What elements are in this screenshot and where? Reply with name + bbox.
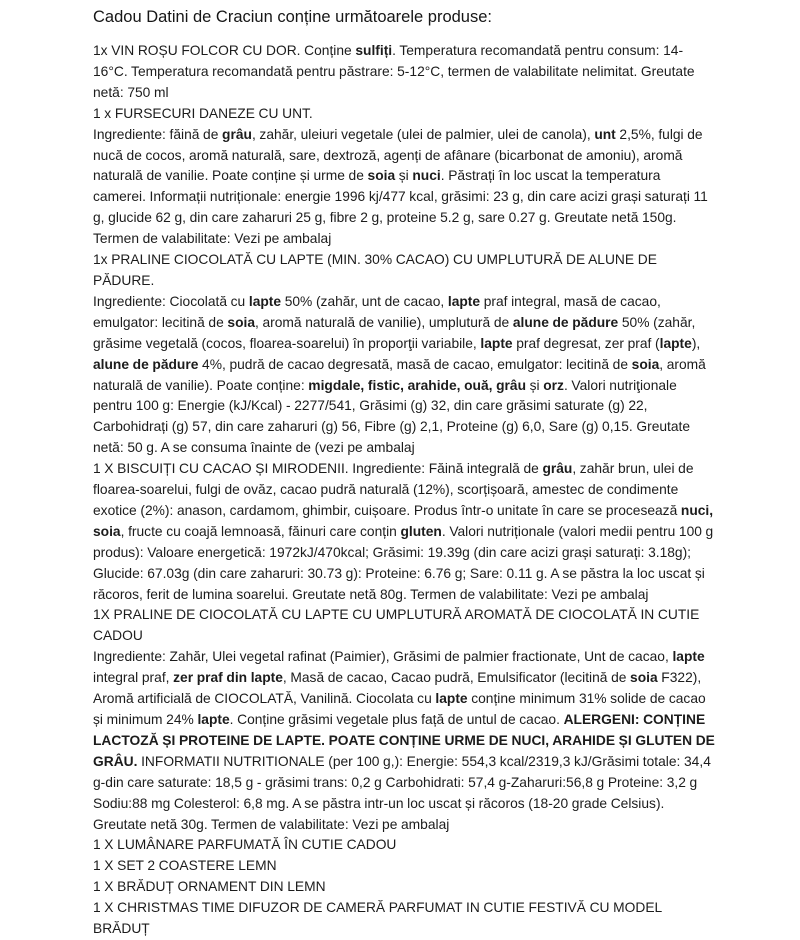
paragraph xyxy=(93,292,715,459)
text-run: 1 X LUMÂNARE PARFUMATĂ ÎN CUTIE CADOU xyxy=(93,837,397,853)
bold-text-run: lapte xyxy=(480,335,513,351)
paragraph xyxy=(93,647,715,835)
bold-text-run: ALERGENI: CONȚINE LACTOZĂ ȘI PROTEINE DE LAPTE. POATE CONȚINE URME DE NUCI, ARAHIDE ȘI GLUTEN DE GRÂU. xyxy=(93,712,715,769)
page-title: Cadou Datini de Craciun conține următoarele produse: xyxy=(93,8,492,26)
text-run: Ingrediente: Ciocolată cu xyxy=(93,293,249,309)
text-run: . Păstrați în loc uscat la temperatura camerei. Informații nutriționale: energie 1996 kj/477 kcal, grăsimi: 23 g, din care acizi grași saturați 11 g, glucide 62 g, din care zaharuri 25 g, fibre 2 g, proteine 5.2 g, sare 0.27 g. Greutate netă 150g. Termen de valabilitate: Vezi pe ambalaj xyxy=(93,168,708,247)
bold-text-run: lapte xyxy=(659,335,692,351)
text-run: Ingrediente: Zahăr, Ulei vegetal rafinat (Paimier), Grăsimi de palmier fractionate, Unt de cacao, xyxy=(93,649,673,665)
paragraph xyxy=(93,125,715,250)
paragraph xyxy=(93,250,715,292)
text-run: , zahăr brun, ulei de floarea-soarelui, fulgi de ovăz, cacao pudră naturală (12%), scorțișoară, amestec de condimente exotice (2%): anason, cardamom, ghimbir, cuișoare. Produs într-o unitate în care se procesează xyxy=(93,461,694,518)
text-run: ), xyxy=(691,335,701,351)
bold-text-run: soia xyxy=(367,168,396,184)
text-run: , fructe cu coajă lemnoasă, făinuri care conțin xyxy=(120,523,401,539)
bold-text-run: grâu xyxy=(222,126,252,142)
bold-text-run: nuci, soia xyxy=(93,502,714,539)
text-run: 1x PRALINE CIOCOLATĂ CU LAPTE (MIN. 30% CACAO) CU UMPLUTURĂ DE ALUNE DE PĂDURE. xyxy=(93,252,657,288)
text-run: 1 X CHRISTMAS TIME DIFUZOR DE CAMERĂ PARFUMAT IN CUTIE FESTIVĂ CU MODEL BRĂDUȚ xyxy=(93,900,662,937)
document-body xyxy=(93,41,715,940)
text-run: , aromă naturală de vanilie). Poate conține: xyxy=(93,356,706,393)
text-run: 4%, pudră de cacao degresată, masă de cacao, emulgator: lecitină de xyxy=(198,356,632,372)
text-run: INFORMATII NUTRITIONALE (per 100 g,): Energie: 554,3 kcal/2319,3 kJ/Grăsimi totale: 34,4 g-din care saturate: 18,5 g - grăsimi trans: 0,2 g Carbohidrati: 57,4 g-Zaharuri:56,8 g Proteine: 3,2 g Sodiu:88 mg Colesterol: 6,8 mg. A se păstra intr-un loc uscat și răcoros (18-20 grade Celsius). Greutate netă 30g. Termen de valabilitate: Vezi pe ambalaj xyxy=(93,753,711,832)
text-run: 1 X BRĂDUȚ ORNAMENT DIN LEMN xyxy=(93,879,326,895)
paragraph xyxy=(93,459,715,605)
bold-text-run: grâu xyxy=(542,461,573,477)
text-run: praf integral, masă de cacao, emulgator: lecitină de xyxy=(93,293,661,330)
paragraph xyxy=(93,605,715,647)
text-run: 50% (zahăr, unt de cacao, xyxy=(281,293,448,309)
text-run: 1 X SET 2 COASTERE LEMN xyxy=(93,858,277,874)
paragraph xyxy=(93,877,715,898)
text-run: 1 x FURSECURI DANEZE CU UNT. xyxy=(93,105,313,121)
text-run: integral praf, xyxy=(93,670,174,686)
text-run: F322), Aromă artificială de CIOCOLATĂ, Vanilină. Ciocolata cu xyxy=(93,670,702,707)
text-run: 50% (zahăr, grăsime vegetală (cocos, floarea-soarelui) în proporţii variabile, xyxy=(93,314,696,351)
text-run: conține minimum 31% solide de cacao și minimum 24% xyxy=(93,691,706,727)
paragraph xyxy=(93,856,715,877)
bold-text-run: alune de pădure xyxy=(93,356,199,372)
bold-text-run: alune de pădure xyxy=(512,314,619,330)
text-run: , Masă de cacao, Cacao pudră, Emulsificator (lecitină de xyxy=(282,670,631,686)
bold-text-run: lapte xyxy=(672,649,705,665)
bold-text-run: lapte xyxy=(197,712,230,727)
bold-text-run: zer praf din lapte xyxy=(173,670,283,686)
paragraph xyxy=(93,104,715,125)
text-run: și xyxy=(526,377,544,393)
bold-text-run: migdale, fistic, arahide, ouă, grâu xyxy=(308,377,527,393)
text-run: 1x VIN ROȘU FOLCOR CU DOR. Conține xyxy=(93,43,356,58)
text-run: . Conține grăsimi vegetale plus față de untul de cacao. xyxy=(229,712,564,727)
text-run: . Valori nutriţionale pentru 100 g: Energie (kJ/Kcal) - 2277/541, Grăsimi (g) 32, din care grăsimi saturate (g) 22, Carbohidrați (g) 57, din care zaharuri (g) 56, Fibre (g) 2,1, Proteine (g) 6,0, Sare (g) 0,15. Greutate netă: 50 g. A se consuma înainte de (vezi pe ambalaj xyxy=(93,377,691,456)
bold-text-run: soia xyxy=(227,314,255,330)
text-run: 2,5%, fulgi de nucă de cocos, aromă naturală, sare, dextroză, agenți de afânare (bicarbonat de amoniu), aromă naturală de vanilie. Poate conține și urme de xyxy=(93,126,703,184)
paragraph xyxy=(93,41,715,104)
text-run: , zahăr, uleiuri vegetale (ulei de palmier, ulei de canola), xyxy=(251,126,595,142)
bold-text-run: orz xyxy=(543,377,564,393)
text-run: . Valori nutriționale (valori medii pentru 100 g produs): Valoare energetică: 1972kJ/470kcal; Grăsimi: 19.39g (din care acizi grași saturați: 3.18g); Glucide: 67.03g (din care zaharuri: 30.73 g): Proteine: 6.76 g; Sare: 0.11 g. A se păstra la loc uscat și răcoros, ferit de lumina soarelui. Greutate netă 80g. Termen de valabilitate: Vezi pe ambalaj xyxy=(93,523,714,602)
paragraph xyxy=(93,898,715,940)
text-run: . Temperatura recomandată pentru consum: 14-16°C. Temperatura recomandată pentru păstrare: 5-12°C, termen de valabilitate nelimitat. Greutate netă: 750 ml xyxy=(93,43,695,100)
text-run: și xyxy=(395,168,413,184)
bold-text-run: nuci xyxy=(412,168,441,184)
paragraph xyxy=(93,835,715,856)
bold-text-run: unt xyxy=(594,126,616,142)
bold-text-run: lapte xyxy=(248,293,282,309)
bold-text-run: gluten xyxy=(400,523,442,539)
text-run: 1X PRALINE DE CIOCOLATĂ CU LAPTE CU UMPLUTURĂ AROMATĂ DE CIOCOLATĂ IN CUTIE CADOU xyxy=(93,607,700,644)
bold-text-run: soia xyxy=(631,356,660,372)
text-run: 1 X BISCUIȚI CU CACAO ȘI MIRODENII. Ingrediente: Făină integrală de xyxy=(93,461,543,477)
bold-text-run: sulfiți xyxy=(355,43,393,58)
bold-text-run: soia xyxy=(630,670,658,686)
text-run: praf degresat, zer praf ( xyxy=(512,335,660,351)
bold-text-run: lapte xyxy=(447,293,481,309)
text-run: , aromă naturală de vanilie), umplutură de xyxy=(255,314,513,330)
bold-text-run: lapte xyxy=(435,691,468,707)
text-run: Ingrediente: făină de xyxy=(93,126,223,142)
